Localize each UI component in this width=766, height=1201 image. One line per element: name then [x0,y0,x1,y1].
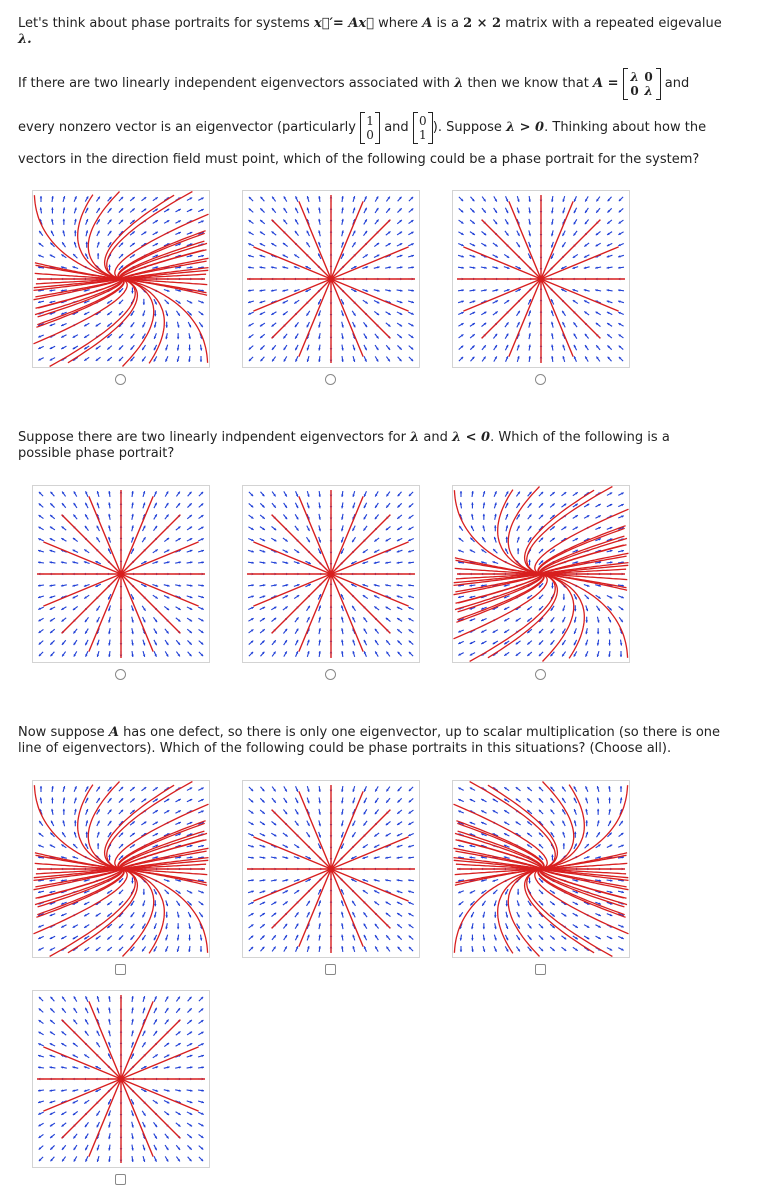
q3-plot-1 [32,780,210,958]
q2-text-d: possible phase portrait? [18,446,175,461]
q3-plot-4 [32,990,210,1168]
q2-radio-2[interactable] [325,669,336,680]
q1-radio-3[interactable] [535,374,546,385]
q2-text [18,430,678,462]
q3-text [18,725,728,757]
lambda-positive: λ > 0 [506,120,545,135]
matrix-A: A [422,16,433,31]
matrix-A-2: A [108,725,119,740]
q2-radio-3[interactable] [535,669,546,680]
q1-radio-2[interactable] [325,374,336,385]
q2-plot-1 [32,485,210,663]
ode-formula: x⃗′= Ax⃗ [313,16,374,31]
q3-plot-2 [242,780,420,958]
m10: 0 [630,84,639,98]
q1-plot-1 [32,190,210,368]
q1-line2-c: and [664,76,690,91]
e2-bot: 1 [418,128,427,142]
q3-plot-3 [452,780,630,958]
q1-plot-3 [452,190,630,368]
e1-bot: 0 [366,128,374,142]
lambda-2: λ [454,76,464,91]
q1-radio-1[interactable] [115,374,126,385]
q1-line2-a: If there are two linearly independent eigenvectors associated with [18,76,451,91]
q3-text-a: Now suppose [18,725,105,740]
q3-text-c: line of eigenvectors). Which of the following could be phase portraits in this situations? (Choose all). [18,741,672,756]
q1-line3-b: and [384,120,409,135]
m11: λ [644,84,653,98]
e1-top: 1 [366,114,374,128]
matrix-lambda-I [623,68,661,100]
q1-line2 [18,66,738,102]
q1-line3-a: every nonzero vector is an eigenvector (particularly [18,120,356,135]
q3-checkbox-2[interactable] [325,964,336,975]
q1-text-a: Let's think about phase portraits for systems [18,16,310,31]
q1-text-c: is a [436,16,459,31]
q1-line3 [18,110,738,146]
vector-e2 [413,112,433,144]
q1-text-d: matrix with a repeated eigevalue [505,16,722,31]
q3-checkbox-4[interactable] [115,1174,126,1185]
q1-line4-text: vectors in the direction field must point, which of the following could be a phase portrait for the system? [18,152,700,167]
q2-text-c: . Which of the following is a [490,430,670,445]
q1-text-b: where [378,16,419,31]
q1-line2-b: then we know that [467,76,589,91]
q2-radio-1[interactable] [115,669,126,680]
q3-checkbox-3[interactable] [535,964,546,975]
q1-line3-c: ). Suppose [432,120,502,135]
lambda: λ. [18,32,32,47]
q2-plot-3 [452,485,630,663]
q1-plot-2 [242,190,420,368]
vector-e1 [360,112,380,144]
q2-text-a: Suppose there are two linearly indpendent eigenvectors for [18,430,406,445]
e2-top: 0 [418,114,427,128]
q3-checkbox-1[interactable] [115,964,126,975]
A-eq: A = [592,76,619,91]
q1-line4 [18,152,738,168]
q1-lambda-line [18,32,738,48]
m01: 0 [644,70,653,84]
q1-line3-d: . Thinking about how the [544,120,707,135]
m00: λ [630,70,639,84]
q1-line1 [18,16,738,32]
q2-text-b: and [423,430,448,445]
q2-plot-2 [242,485,420,663]
lambda-3: λ [410,430,420,445]
lambda-negative: λ < 0 [452,430,491,445]
dims: 2 × 2 [463,16,502,31]
q3-text-b: has one defect, so there is only one eigenvector, up to scalar multiplication (so there is one [123,725,721,740]
